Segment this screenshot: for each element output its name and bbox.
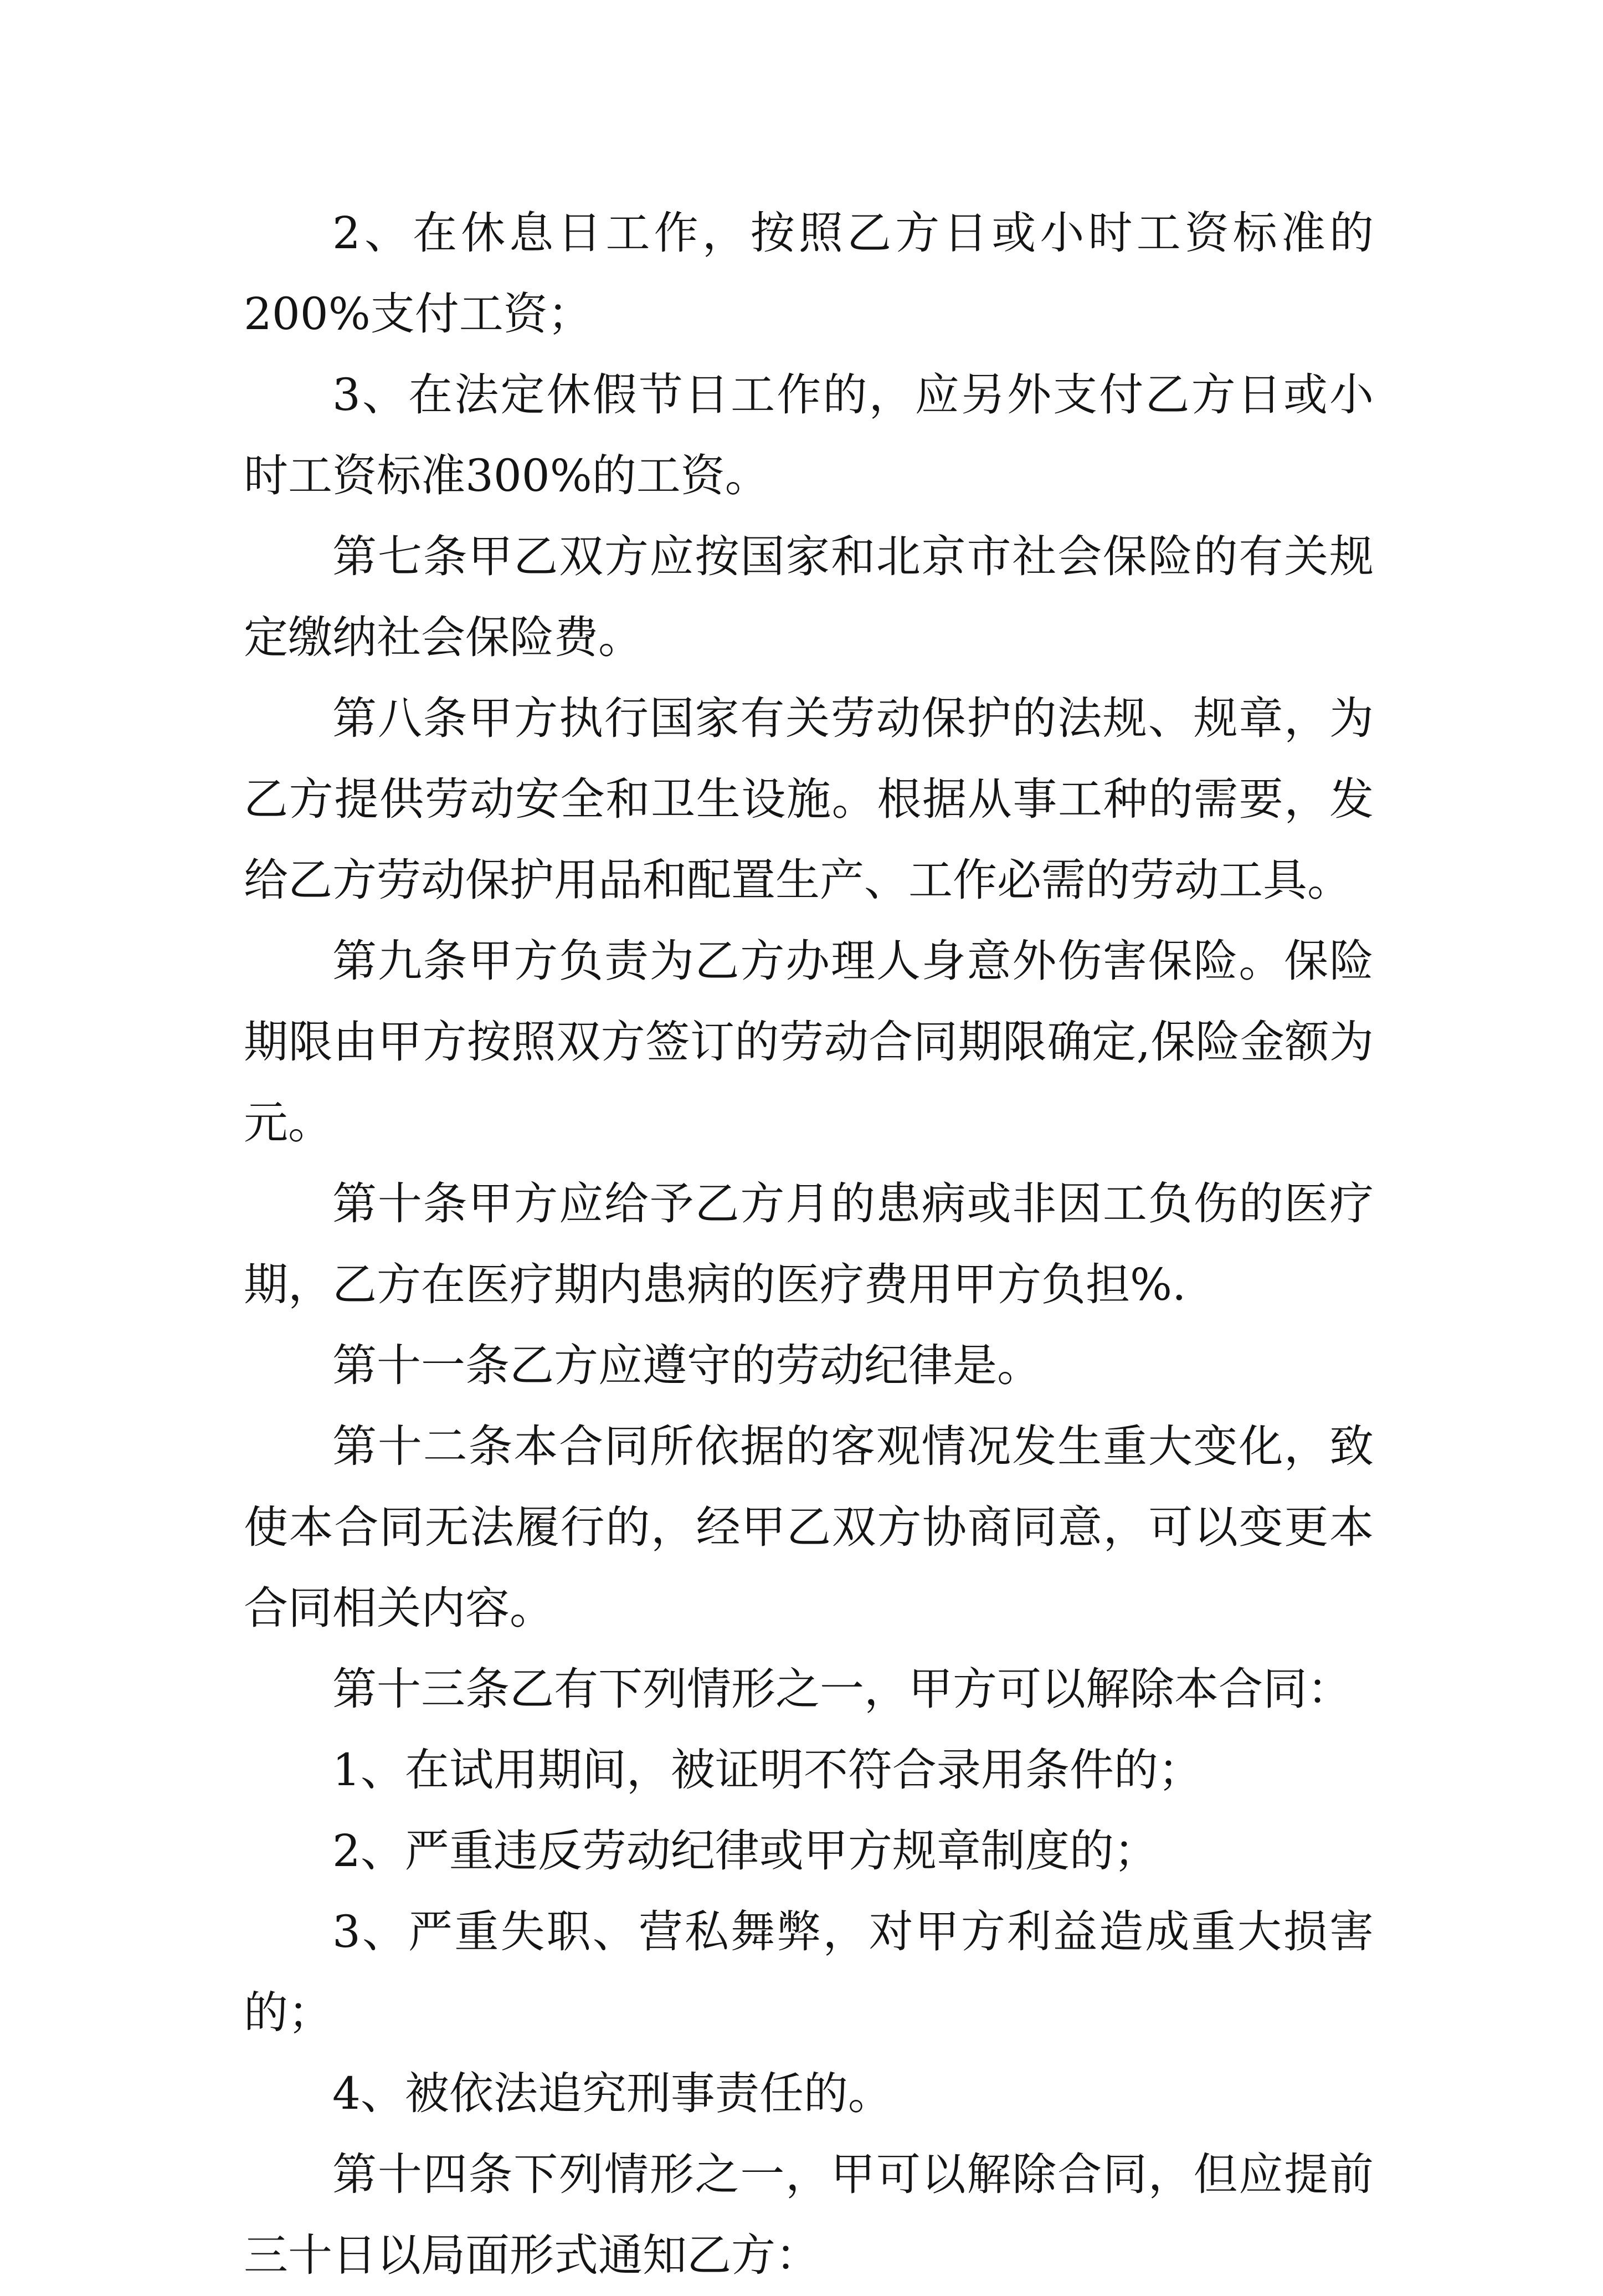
paragraph-article-9: 第九条甲方负责为乙方办理人身意外伤害保险。保险期限由甲方按照双方签订的劳动合同期限确定,保险金额为元。 — [244, 935, 1374, 1149]
paragraph-article-13-item-2: 2、严重违反劳动纪律或甲方规章制度的； — [332, 1825, 1158, 1877]
paragraph-article-14: 第十四条下列情形之一，甲可以解除合同，但应提前三十日以局面形式通知乙方： — [244, 2149, 1374, 2281]
document-body — [244, 193, 1374, 2296]
paragraph-article-13-item-4: 4、被依法追究刑事责任的。 — [332, 2068, 892, 2119]
paragraph-article-7: 第七条甲乙双方应按国家和北京市社会保险的有关规定缴纳社会保险费。 — [244, 531, 1374, 663]
paragraph-article-10: 第十条甲方应给予乙方月的患病或非因工负伤的医疗期，乙方在医疗期内患病的医疗费用甲方负担%. — [244, 1178, 1374, 1310]
paragraph-article-11: 第十一条乙方应遵守的劳动纪律是。 — [332, 1340, 1041, 1391]
paragraph-article-12: 第十二条本合同所依据的客观情况发生重大变化，致使本合同无法履行的，经甲乙双方协商同意，可以变更本合同相关内容。 — [244, 1421, 1374, 1634]
paragraph-overtime-rest-day: 2、在休息日工作，按照乙方日或小时工资标准的200%支付工资； — [244, 207, 1374, 340]
paragraph-article-13-item-3: 3、严重失职、营私舞弊，对甲方利益造成重大损害的； — [244, 1906, 1374, 2038]
paragraph-article-8: 第八条甲方执行国家有关劳动保护的法规、规章，为乙方提供劳动安全和卫生设施。根据从事工种的需要，发给乙方劳动保护用品和配置生产、工作必需的劳动工具。 — [244, 693, 1374, 906]
paragraph-article-13: 第十三条乙有下列情形之一，甲方可以解除本合同： — [332, 1663, 1352, 1715]
paragraph-overtime-holiday: 3、在法定休假节日工作的，应另外支付乙方日或小时工资标准300%的工资。 — [244, 369, 1374, 501]
paragraph-article-13-item-1: 1、在试用期间，被证明不符合录用条件的； — [332, 1744, 1203, 1796]
